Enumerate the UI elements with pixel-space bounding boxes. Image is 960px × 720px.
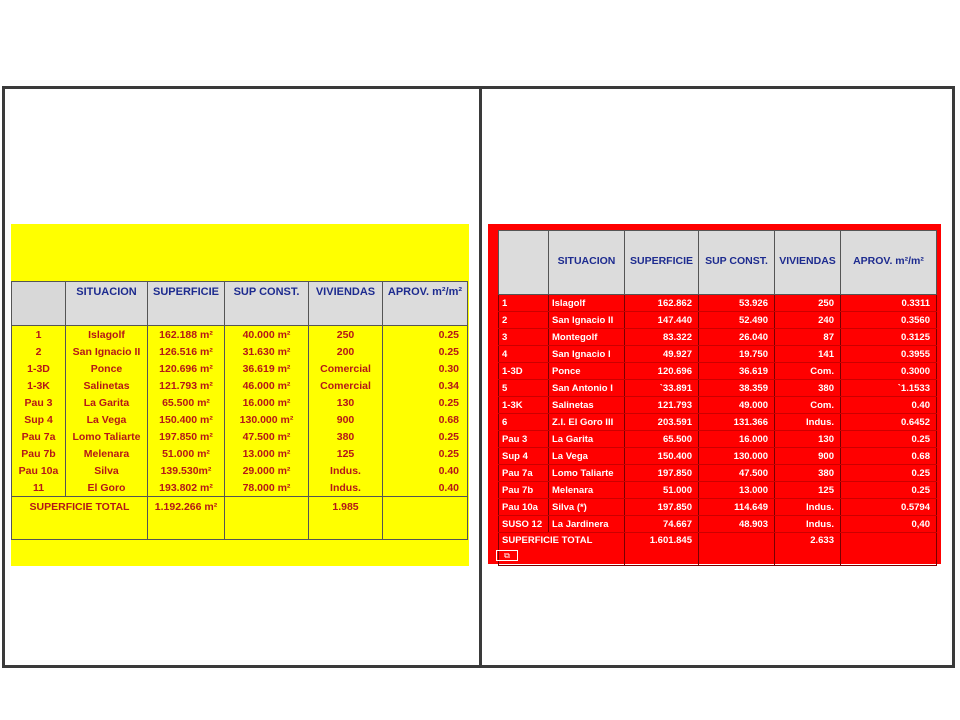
cell-id: 1-3K: [499, 397, 549, 414]
cell-id: Sup 4: [499, 448, 549, 465]
total-superficie: 1.192.266 m²: [148, 497, 225, 540]
cell-sup-const: 16.000: [699, 431, 775, 448]
cell-situacion: La Vega: [549, 448, 625, 465]
total-label: SUPERFICIE TOTAL: [499, 533, 625, 566]
cell-aprov: 0.25: [383, 428, 468, 445]
cell-id: 5: [499, 380, 549, 397]
cell-aprov: 0.3125: [841, 329, 937, 346]
cell-aprov: 0.3311: [841, 295, 937, 312]
table-row: [12, 428, 468, 445]
table-row: [499, 482, 937, 499]
cell-viviendas: 125: [309, 445, 383, 462]
cell-aprov: 0.40: [383, 479, 468, 497]
cell-situacion: San Ignacio I: [549, 346, 625, 363]
column-divider: [479, 86, 482, 668]
cell-situacion: El Goro: [66, 479, 148, 497]
total-aprov: [841, 533, 937, 566]
cell-id: Sup 4: [12, 411, 66, 428]
cell-superficie: 126.516 m²: [148, 343, 225, 360]
cell-aprov: 0.25: [383, 394, 468, 411]
cell-id: Pau 7a: [499, 465, 549, 482]
cell-aprov: 0.25: [841, 465, 937, 482]
cell-situacion: Islagolf: [66, 326, 148, 344]
cell-sup-const: 40.000 m²: [225, 326, 309, 344]
cell-sup-const: 13.000 m²: [225, 445, 309, 462]
cell-superficie: 162.862: [625, 295, 699, 312]
cell-id: 4: [499, 346, 549, 363]
table-row: [499, 312, 937, 329]
cell-id: Pau 7a: [12, 428, 66, 445]
cell-aprov: 0.68: [841, 448, 937, 465]
header-sup-const: SUP CONST.: [225, 282, 309, 326]
cell-aprov: 0.25: [841, 431, 937, 448]
cell-viviendas: Com.: [775, 363, 841, 380]
cell-viviendas: 900: [775, 448, 841, 465]
cell-id: Pau 3: [12, 394, 66, 411]
cell-viviendas: Comercial: [309, 377, 383, 394]
cell-id: Pau 3: [499, 431, 549, 448]
cell-superficie: 51.000 m²: [148, 445, 225, 462]
cell-viviendas: 130: [775, 431, 841, 448]
header-situacion: SITUACION: [66, 282, 148, 326]
yellow-table-header: [12, 282, 468, 326]
header-cell: [12, 282, 66, 326]
cell-aprov: `1.1533: [841, 380, 937, 397]
cell-aprov: 0.25: [841, 482, 937, 499]
cell-sup-const: 131.366: [699, 414, 775, 431]
cell-viviendas: Comercial: [309, 360, 383, 377]
table-row: [12, 394, 468, 411]
cell-id: 11: [12, 479, 66, 497]
cell-superficie: 65.500: [625, 431, 699, 448]
cell-superficie: 150.400 m²: [148, 411, 225, 428]
cell-viviendas: 900: [309, 411, 383, 428]
cell-aprov: 0.3955: [841, 346, 937, 363]
header-sup-const: SUP CONST.: [699, 231, 775, 295]
cell-aprov: 0.6452: [841, 414, 937, 431]
table-row: [12, 326, 468, 344]
header-aprov: APROV. m²/m²: [841, 231, 937, 295]
cell-situacion: Lomo Taliarte: [549, 465, 625, 482]
cell-id: 1: [499, 295, 549, 312]
header-aprov: APROV. m²/m²: [383, 282, 468, 326]
clipboard-paste-icon[interactable]: ⧉: [496, 550, 518, 561]
cell-sup-const: 130.000 m²: [225, 411, 309, 428]
cell-superficie: 121.793: [625, 397, 699, 414]
cell-situacion: Islagolf: [549, 295, 625, 312]
header-superficie: SUPERFICIE: [625, 231, 699, 295]
table-row: [12, 343, 468, 360]
cell-superficie: 150.400: [625, 448, 699, 465]
cell-superficie: 197.850 m²: [148, 428, 225, 445]
cell-superficie: 197.850: [625, 465, 699, 482]
cell-aprov: 0.25: [383, 343, 468, 360]
cell-sup-const: 47.500: [699, 465, 775, 482]
header-viviendas: VIVIENDAS: [775, 231, 841, 295]
total-aprov: [383, 497, 468, 540]
cell-viviendas: Indus.: [775, 516, 841, 533]
total-sup-const: [225, 497, 309, 540]
cell-aprov: 0.3000: [841, 363, 937, 380]
header-situacion: SITUACION: [549, 231, 625, 295]
cell-sup-const: 29.000 m²: [225, 462, 309, 479]
cell-sup-const: 48.903: [699, 516, 775, 533]
cell-situacion: Z.I. El Goro III: [549, 414, 625, 431]
cell-superficie: 49.927: [625, 346, 699, 363]
total-sup-const: [699, 533, 775, 566]
cell-situacion: La Jardinera: [549, 516, 625, 533]
total-viviendas: 1.985: [309, 497, 383, 540]
cell-superficie: 147.440: [625, 312, 699, 329]
cell-sup-const: 114.649: [699, 499, 775, 516]
total-viviendas: 2.633: [775, 533, 841, 566]
cell-superficie: 120.696: [625, 363, 699, 380]
table-row: [499, 448, 937, 465]
cell-viviendas: 250: [775, 295, 841, 312]
cell-sup-const: 49.000: [699, 397, 775, 414]
table-row: [12, 479, 468, 497]
red-table: [498, 230, 937, 566]
cell-sup-const: 31.630 m²: [225, 343, 309, 360]
cell-id: 2: [12, 343, 66, 360]
cell-sup-const: 46.000 m²: [225, 377, 309, 394]
cell-aprov: 0.34: [383, 377, 468, 394]
yellow-table: [11, 281, 468, 540]
table-row: [12, 411, 468, 428]
cell-sup-const: 52.490: [699, 312, 775, 329]
cell-id: Pau 7b: [12, 445, 66, 462]
red-table-panel: [488, 224, 941, 564]
cell-sup-const: 26.040: [699, 329, 775, 346]
cell-situacion: Melenara: [66, 445, 148, 462]
total-superficie: 1.601.845: [625, 533, 699, 566]
cell-superficie: 51.000: [625, 482, 699, 499]
cell-superficie: `33.891: [625, 380, 699, 397]
table-row: [499, 516, 937, 533]
cell-situacion: San Ignacio II: [549, 312, 625, 329]
table-row: [12, 462, 468, 479]
total-row: [12, 497, 468, 540]
cell-id: 3: [499, 329, 549, 346]
cell-situacion: Salinetas: [66, 377, 148, 394]
cell-situacion: Ponce: [549, 363, 625, 380]
cell-situacion: Ponce: [66, 360, 148, 377]
cell-id: 1: [12, 326, 66, 344]
cell-superficie: 74.667: [625, 516, 699, 533]
cell-superficie: 197.850: [625, 499, 699, 516]
cell-sup-const: 19.750: [699, 346, 775, 363]
cell-aprov: 0.30: [383, 360, 468, 377]
cell-id: 1-3D: [12, 360, 66, 377]
cell-situacion: San Antonio I: [549, 380, 625, 397]
cell-superficie: 193.802 m²: [148, 479, 225, 497]
cell-sup-const: 130.000: [699, 448, 775, 465]
cell-situacion: La Vega: [66, 411, 148, 428]
cell-viviendas: Indus.: [309, 479, 383, 497]
cell-id: SUSO 12: [499, 516, 549, 533]
cell-viviendas: 87: [775, 329, 841, 346]
cell-viviendas: Indus.: [775, 414, 841, 431]
cell-viviendas: Indus.: [775, 499, 841, 516]
cell-viviendas: 125: [775, 482, 841, 499]
cell-situacion: La Garita: [549, 431, 625, 448]
cell-sup-const: 13.000: [699, 482, 775, 499]
cell-superficie: 162.188 m²: [148, 326, 225, 344]
cell-id: Pau 7b: [499, 482, 549, 499]
cell-viviendas: Com.: [775, 397, 841, 414]
cell-aprov: 0.5794: [841, 499, 937, 516]
cell-situacion: Melenara: [549, 482, 625, 499]
cell-situacion: La Garita: [66, 394, 148, 411]
cell-sup-const: 78.000 m²: [225, 479, 309, 497]
table-row: [499, 397, 937, 414]
cell-viviendas: 141: [775, 346, 841, 363]
total-row: [499, 533, 937, 566]
cell-aprov: 0.3560: [841, 312, 937, 329]
cell-id: Pau 10a: [499, 499, 549, 516]
cell-superficie: 120.696 m²: [148, 360, 225, 377]
cell-superficie: 121.793 m²: [148, 377, 225, 394]
cell-situacion: Montegolf: [549, 329, 625, 346]
cell-superficie: 139.530m²: [148, 462, 225, 479]
cell-situacion: Silva: [66, 462, 148, 479]
header-cell: [499, 231, 549, 295]
header-superficie: SUPERFICIE: [148, 282, 225, 326]
cell-id: Pau 10a: [12, 462, 66, 479]
cell-aprov: 0.40: [841, 397, 937, 414]
cell-viviendas: 380: [775, 465, 841, 482]
cell-viviendas: 130: [309, 394, 383, 411]
cell-viviendas: 200: [309, 343, 383, 360]
red-table-header: [499, 231, 937, 295]
table-row: [499, 380, 937, 397]
cell-situacion: Lomo Taliarte: [66, 428, 148, 445]
cell-viviendas: Indus.: [309, 462, 383, 479]
cell-id: 2: [499, 312, 549, 329]
cell-viviendas: 250: [309, 326, 383, 344]
cell-id: 1-3K: [12, 377, 66, 394]
cell-aprov: 0.40: [383, 462, 468, 479]
table-row: [499, 295, 937, 312]
table-row: [12, 445, 468, 462]
table-row: [499, 414, 937, 431]
cell-viviendas: 240: [775, 312, 841, 329]
cell-situacion: San Ignacio II: [66, 343, 148, 360]
cell-aprov: 0.68: [383, 411, 468, 428]
cell-sup-const: 53.926: [699, 295, 775, 312]
yellow-table-panel: [11, 224, 469, 566]
header-viviendas: VIVIENDAS: [309, 282, 383, 326]
cell-sup-const: 38.359: [699, 380, 775, 397]
cell-id: 6: [499, 414, 549, 431]
cell-aprov: 0.25: [383, 445, 468, 462]
cell-id: 1-3D: [499, 363, 549, 380]
cell-sup-const: 16.000 m²: [225, 394, 309, 411]
table-row: [499, 431, 937, 448]
cell-sup-const: 36.619 m²: [225, 360, 309, 377]
table-row: [499, 329, 937, 346]
table-row: [12, 360, 468, 377]
total-label: SUPERFICIE TOTAL: [12, 497, 148, 540]
cell-aprov: 0,40: [841, 516, 937, 533]
cell-situacion: Salinetas: [549, 397, 625, 414]
cell-viviendas: 380: [309, 428, 383, 445]
table-row: [499, 465, 937, 482]
table-row: [12, 377, 468, 394]
cell-sup-const: 47.500 m²: [225, 428, 309, 445]
cell-superficie: 83.322: [625, 329, 699, 346]
cell-superficie: 203.591: [625, 414, 699, 431]
table-row: [499, 499, 937, 516]
cell-situacion: Silva (*): [549, 499, 625, 516]
table-row: [499, 363, 937, 380]
cell-viviendas: 380: [775, 380, 841, 397]
cell-sup-const: 36.619: [699, 363, 775, 380]
cell-superficie: 65.500 m²: [148, 394, 225, 411]
cell-aprov: 0.25: [383, 326, 468, 344]
table-row: [499, 346, 937, 363]
